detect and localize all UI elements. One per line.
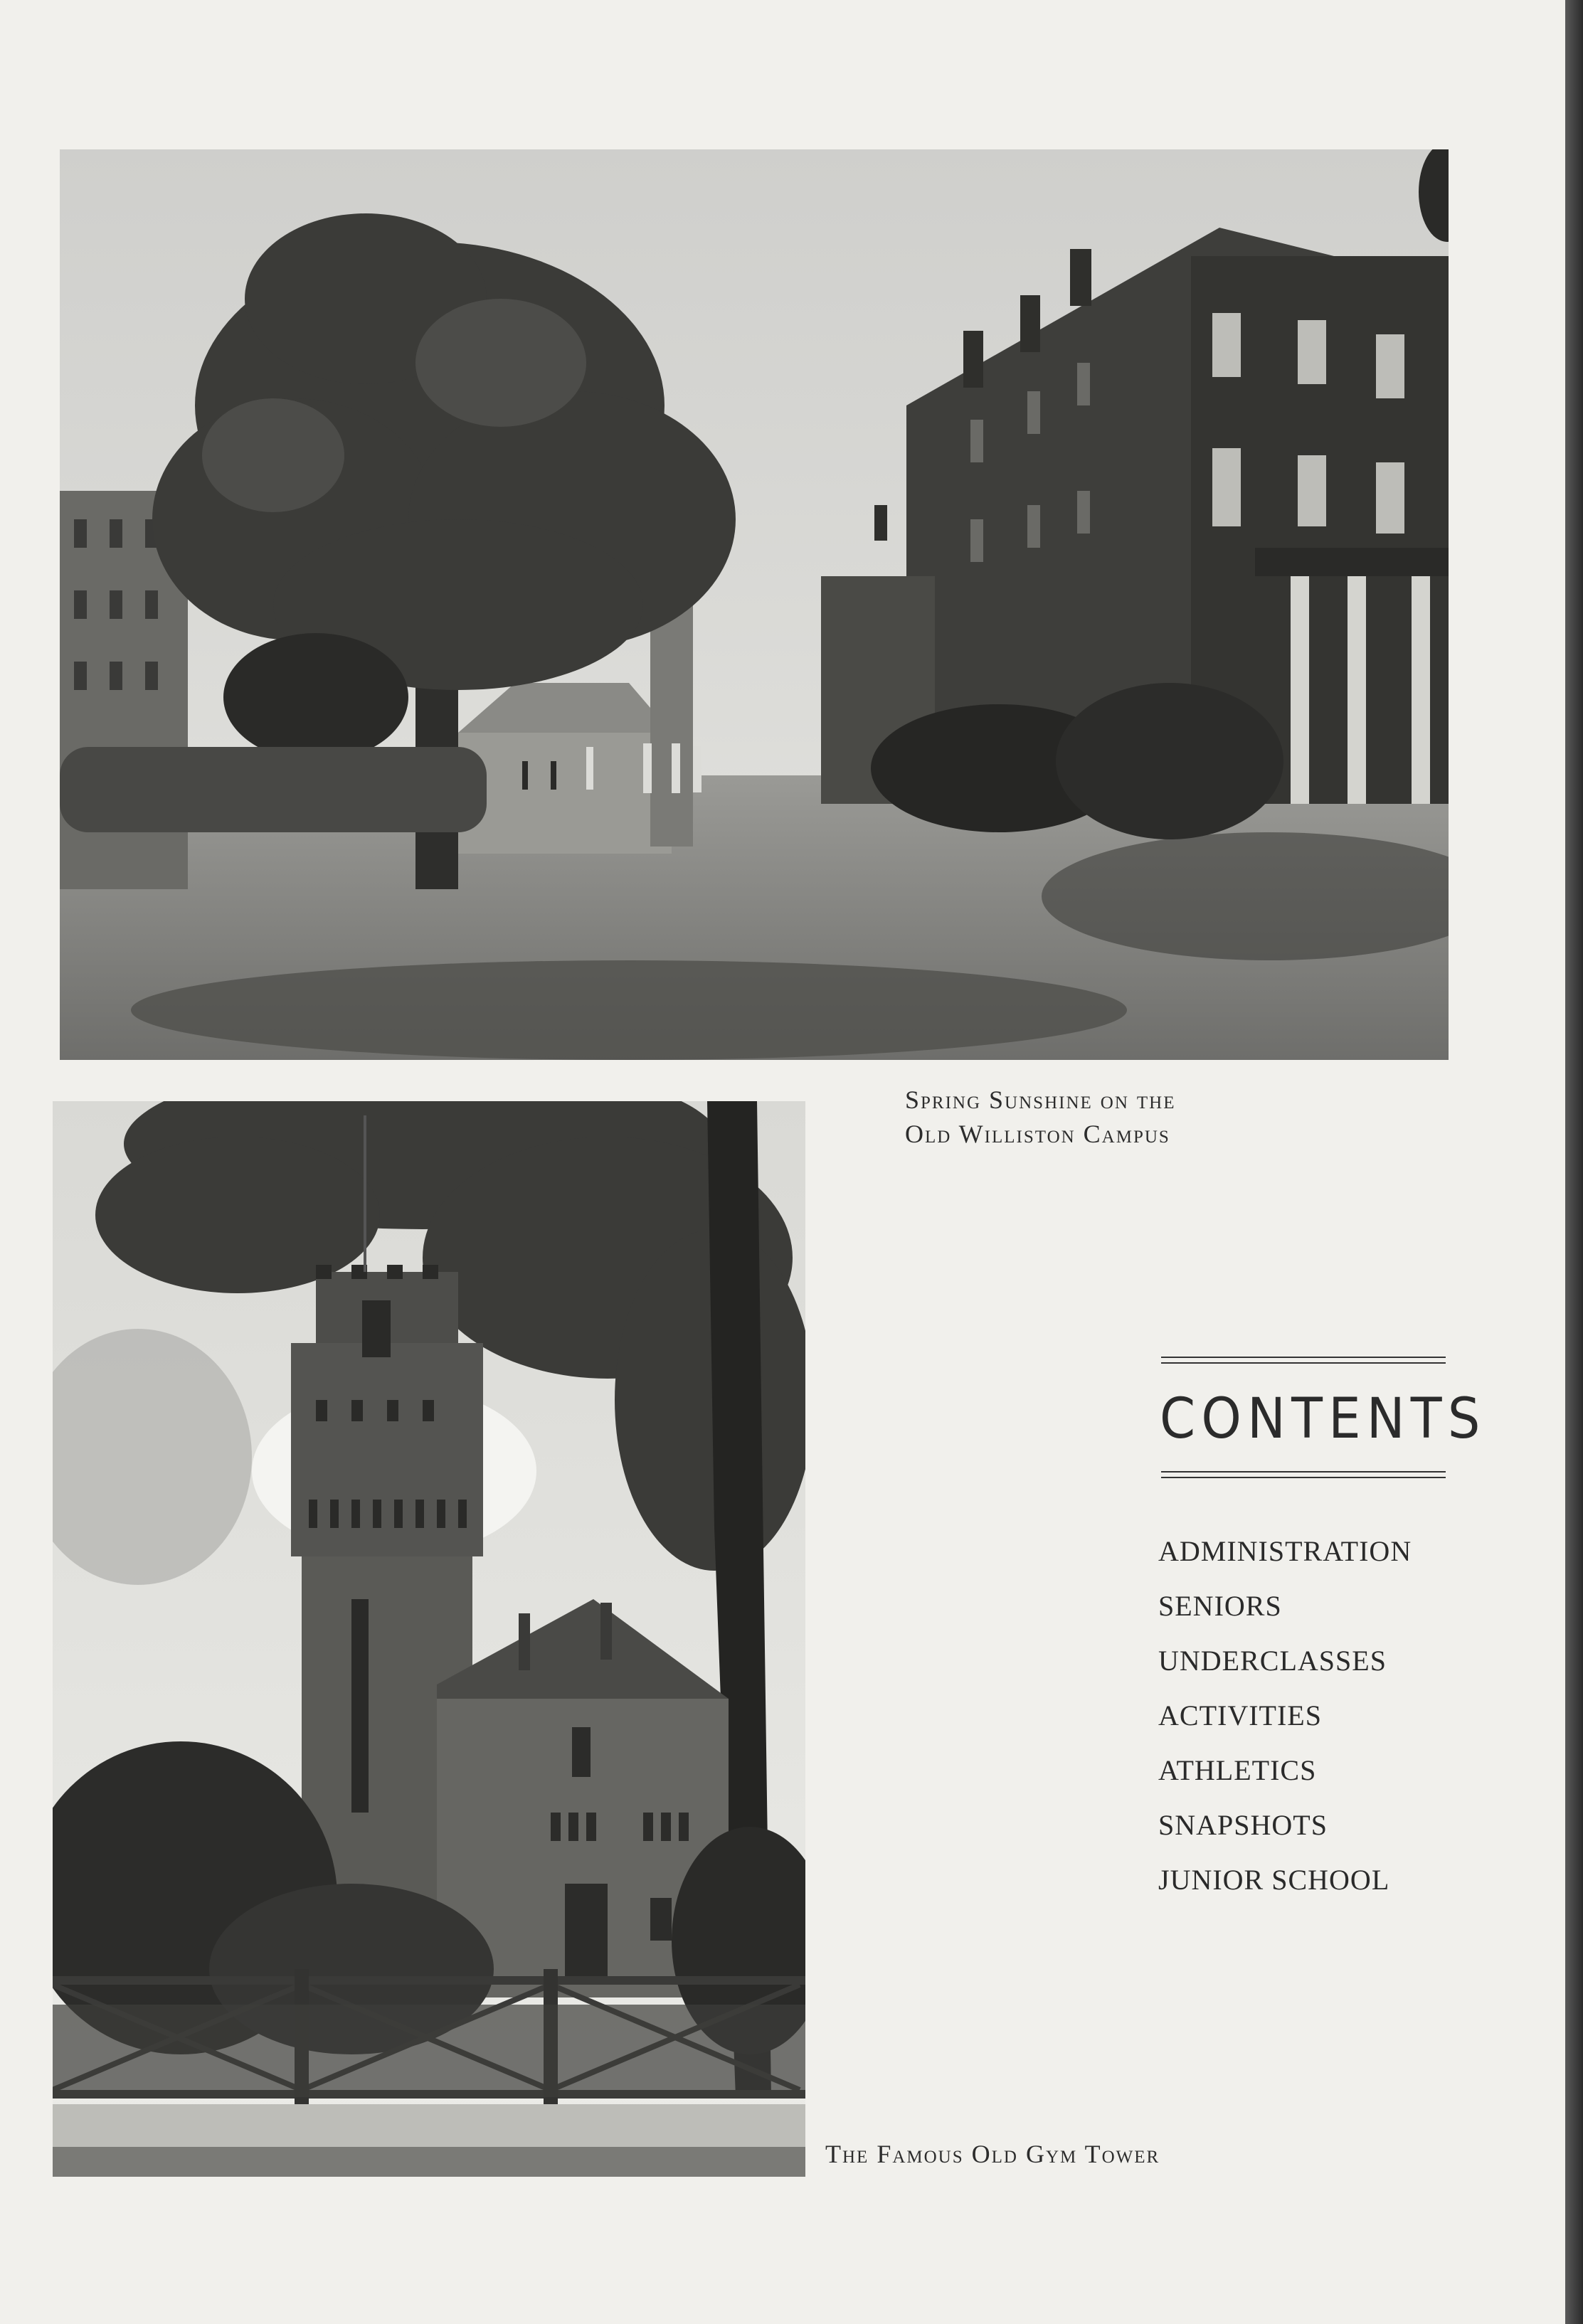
contents-item-activities: ACTIVITIES [1158,1699,1322,1731]
contents-rule-top [1161,1357,1446,1364]
contents-heading: CONTENTS [1160,1387,1486,1451]
campus-photo-drawing [60,149,1449,1060]
gym-tower-photo-caption: The Famous Old Gym Tower [825,2140,1160,2168]
contents-item-junior-school: JUNIOR SCHOOL [1158,1864,1390,1896]
gym-tower-photo-drawing [53,1101,805,2177]
contents-item-underclasses: UNDERCLASSES [1158,1645,1387,1677]
page-edge [1565,0,1583,2324]
contents-item-athletics: ATHLETICS [1158,1754,1317,1786]
campus-photo-caption-line2: Old Williston Campus [905,1120,1170,1148]
campus-photo-caption-line1: Spring Sunshine on the [905,1086,1176,1114]
contents-item-snapshots: SNAPSHOTS [1158,1809,1328,1841]
campus-photo [60,149,1449,1060]
contents-rule-bottom [1161,1471,1446,1478]
gym-tower-photo [53,1101,805,2177]
contents-list [1158,1524,1412,1907]
contents-item-seniors: SENIORS [1158,1590,1282,1622]
contents-item-administration: ADMINISTRATION [1158,1535,1412,1567]
campus-photo-caption [905,1083,1403,1151]
